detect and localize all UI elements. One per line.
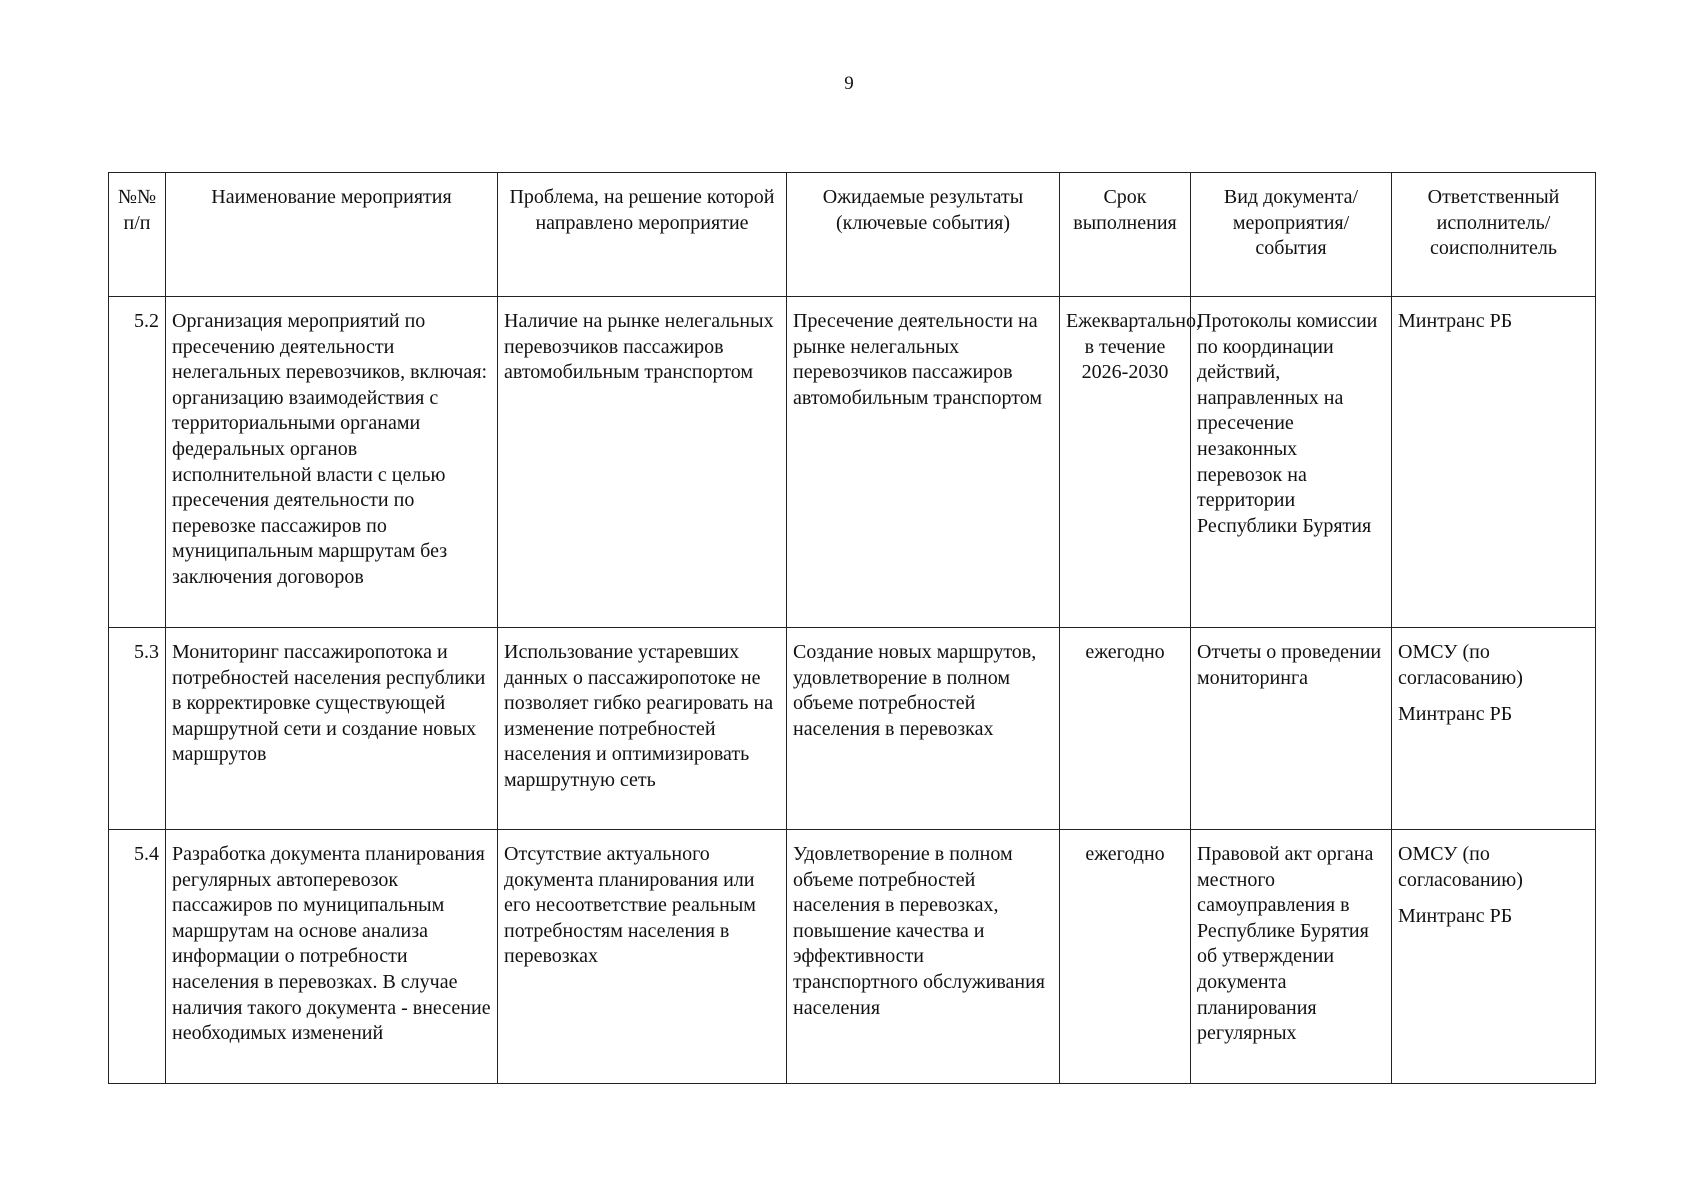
row-document: Протоколы комиссии по координации действий, направленных на пресечение незаконных перевозок на территории Республики Бурятия: [1191, 297, 1392, 628]
action-plan-table: [108, 172, 1596, 1084]
responsible-primary: Минтранс РБ: [1398, 310, 1513, 332]
header-name: Наименование мероприятия: [166, 173, 498, 297]
row-document: Правовой акт органа местного самоуправления в Республике Бурятия об утверждении документа планирования регулярных: [1191, 830, 1392, 1084]
responsible-secondary: Минтранс РБ: [1398, 905, 1513, 928]
header-document: Вид документа/ мероприятия/ события: [1191, 173, 1392, 297]
table-row: [109, 297, 1596, 628]
row-problem: Использование устаревших данных о пассажиропотоке не позволяет гибко реагировать на изменение потребностей населения и оптимизировать маршрутную сеть: [498, 628, 787, 830]
row-name: Организация мероприятий по пресечению деятельности нелегальных перевозчиков, включая: организацию взаимодействия с территориальными органами федеральных органов исполнительной власти с целью пресечения деятельности по перевозке пассажиров по муниципальным маршрутам без заключения договоров: [166, 297, 498, 628]
responsible-primary: ОМСУ (по согласованию): [1398, 641, 1523, 689]
row-responsible: [1392, 830, 1596, 1084]
row-problem: Отсутствие актуального документа планирования или его несоответствие реальным потребностям населения в перевозках: [498, 830, 787, 1084]
header-num: №№ п/п: [109, 173, 166, 297]
row-results: Удовлетворение в полном объеме потребностей населения в перевозках, повышение качества и эффективности транспортного обслуживания населения: [787, 830, 1060, 1084]
row-name: Разработка документа планирования регулярных автоперевозок пассажиров по муниципальным маршрутам на основе анализа информации о потребности населения в перевозках. В случае наличия такого документа - внесение необходимых изменений: [166, 830, 498, 1084]
header-term: Срок выполнения: [1060, 173, 1191, 297]
row-term: ежегодно: [1060, 830, 1191, 1084]
table-row: [109, 628, 1596, 830]
row-document: Отчеты о проведении мониторинга: [1191, 628, 1392, 830]
row-number: 5.3: [109, 628, 166, 830]
table-header-row: [109, 173, 1596, 297]
row-results: Пресечение деятельности на рынке нелегальных перевозчиков пассажиров автомобильным транспортом: [787, 297, 1060, 628]
row-number: 5.4: [109, 830, 166, 1084]
row-term: Ежеквартально, в течение 2026-2030: [1060, 297, 1191, 628]
row-number: 5.2: [109, 297, 166, 628]
header-results: Ожидаемые результаты (ключевые события): [787, 173, 1060, 297]
row-responsible: [1392, 297, 1596, 628]
responsible-primary: ОМСУ (по согласованию): [1398, 843, 1523, 891]
row-results: Создание новых маршрутов, удовлетворение в полном объеме потребностей населения в перевозках: [787, 628, 1060, 830]
row-name: Мониторинг пассажиропотока и потребностей населения республики в корректировке существующей маршрутной сети и создание новых маршрутов: [166, 628, 498, 830]
header-problem: Проблема, на решение которой направлено мероприятие: [498, 173, 787, 297]
row-responsible: [1392, 628, 1596, 830]
header-responsible: Ответственный исполнитель/ соисполнитель: [1392, 173, 1596, 297]
responsible-secondary: Минтранс РБ: [1398, 703, 1513, 726]
table-row: [109, 830, 1596, 1084]
row-problem: Наличие на рынке нелегальных перевозчиков пассажиров автомобильным транспортом: [498, 297, 787, 628]
row-term: ежегодно: [1060, 628, 1191, 830]
page-number: 9: [844, 73, 854, 94]
